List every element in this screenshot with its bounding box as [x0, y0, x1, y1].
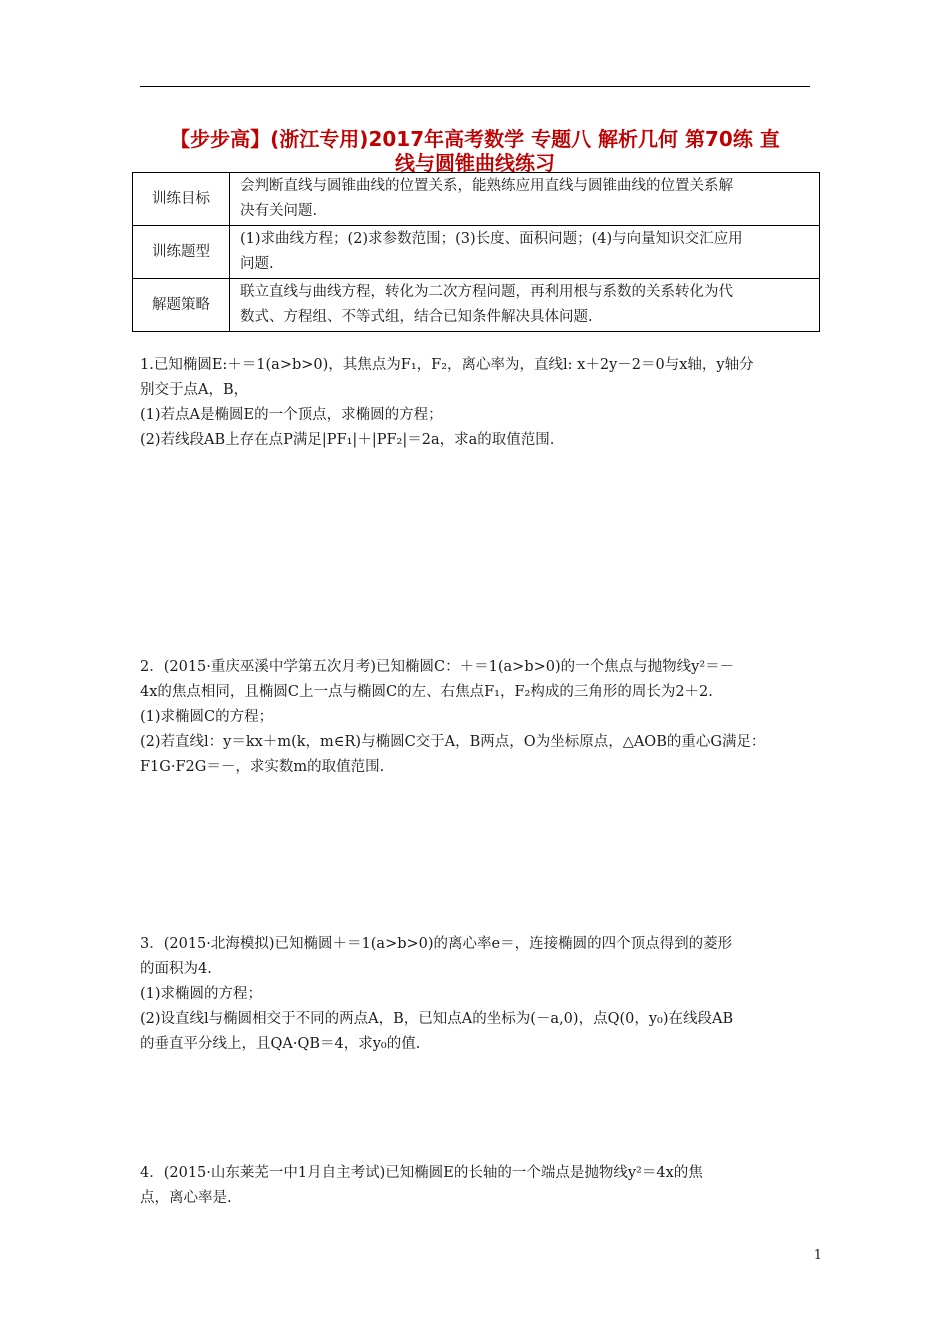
problem-line: 的面积为4.	[140, 961, 212, 977]
document-title	[130, 127, 820, 175]
row-label: 训练目标	[133, 173, 230, 226]
problem-line: 3．(2015·北海模拟)已知椭圆＋＝1(a>b>0)的离心率e＝，连接椭圆的四个顶点得到的菱形	[140, 936, 733, 952]
problem-1	[140, 353, 815, 453]
problem-line: (2)若线段AB上存在点P满足|PF₁|＋|PF₂|＝2a，求a的取值范围.	[140, 432, 555, 448]
problem-line: 点，离心率是.	[140, 1190, 232, 1206]
row-content	[230, 279, 820, 332]
training-info-table	[132, 172, 820, 332]
row-content	[230, 226, 820, 279]
table-row	[133, 226, 820, 279]
page-number: 1	[813, 1248, 822, 1263]
row-content-line: (1)求曲线方程；(2)求参数范围；(3)长度、面积问题；(4)与向量知识交汇应用	[240, 231, 743, 247]
row-label: 训练题型	[133, 226, 230, 279]
problem-line: 的垂直平分线上，且QA·QB＝4，求y₀的值.	[140, 1036, 421, 1052]
table-row	[133, 279, 820, 332]
problem-line: 2．(2015·重庆巫溪中学第五次月考)已知椭圆C：＋＝1(a>b>0)的一个焦点与抛物线y²＝－	[140, 659, 735, 675]
title-line-1: 【步步高】(浙江专用)2017年高考数学 专题八 解析几何 第70练 直	[170, 127, 780, 151]
row-content-line: 联立直线与曲线方程，转化为二次方程问题，再利用根与系数的关系转化为代	[240, 284, 733, 300]
problem-line: 别交于点A，B，	[140, 382, 249, 398]
problem-3	[140, 932, 815, 1057]
row-content	[230, 173, 820, 226]
row-content-line: 数式、方程组、不等式组，结合已知条件解决具体问题.	[240, 309, 593, 325]
problem-2	[140, 655, 815, 780]
problem-line: (1)求椭圆C的方程；	[140, 709, 274, 725]
problem-line: F1G·F2G＝－，求实数m的取值范围.	[140, 759, 385, 775]
problem-line: 1.已知椭圆E:＋＝1(a>b>0)，其焦点为F₁，F₂，离心率为，直线l: x＋2y－2＝0与x轴，y轴分	[140, 357, 754, 373]
row-content-line: 会判断直线与圆锥曲线的位置关系，能熟练应用直线与圆锥曲线的位置关系解	[240, 178, 733, 194]
row-content-line: 决有关问题.	[240, 203, 318, 219]
problem-4	[140, 1161, 815, 1211]
problem-line: 4．(2015·山东莱芜一中1月自主考试)已知椭圆E的长轴的一个端点是抛物线y²＝4x的焦	[140, 1165, 703, 1181]
problem-line: (2)设直线l与椭圆相交于不同的两点A，B，已知点A的坐标为(－a,0)，点Q(0，y₀)在线段AB	[140, 1011, 734, 1027]
problem-line: (2)若直线l：y＝kx＋m(k，m∈R)与椭圆C交于A，B两点，O为坐标原点，△AOB的重心G满足：	[140, 734, 766, 750]
title-line-2: 线与圆锥曲线练习	[395, 151, 555, 175]
table-row	[133, 173, 820, 226]
header-rule	[140, 86, 810, 87]
row-label: 解题策略	[133, 279, 230, 332]
problem-line: (1)若点A是椭圆E的一个顶点，求椭圆的方程；	[140, 407, 443, 423]
row-content-line: 问题.	[240, 256, 274, 272]
problem-line: (1)求椭圆的方程；	[140, 986, 263, 1002]
problem-line: 4x的焦点相同，且椭圆C上一点与椭圆C的左、右焦点F₁，F₂构成的三角形的周长为2＋2.	[140, 684, 713, 700]
